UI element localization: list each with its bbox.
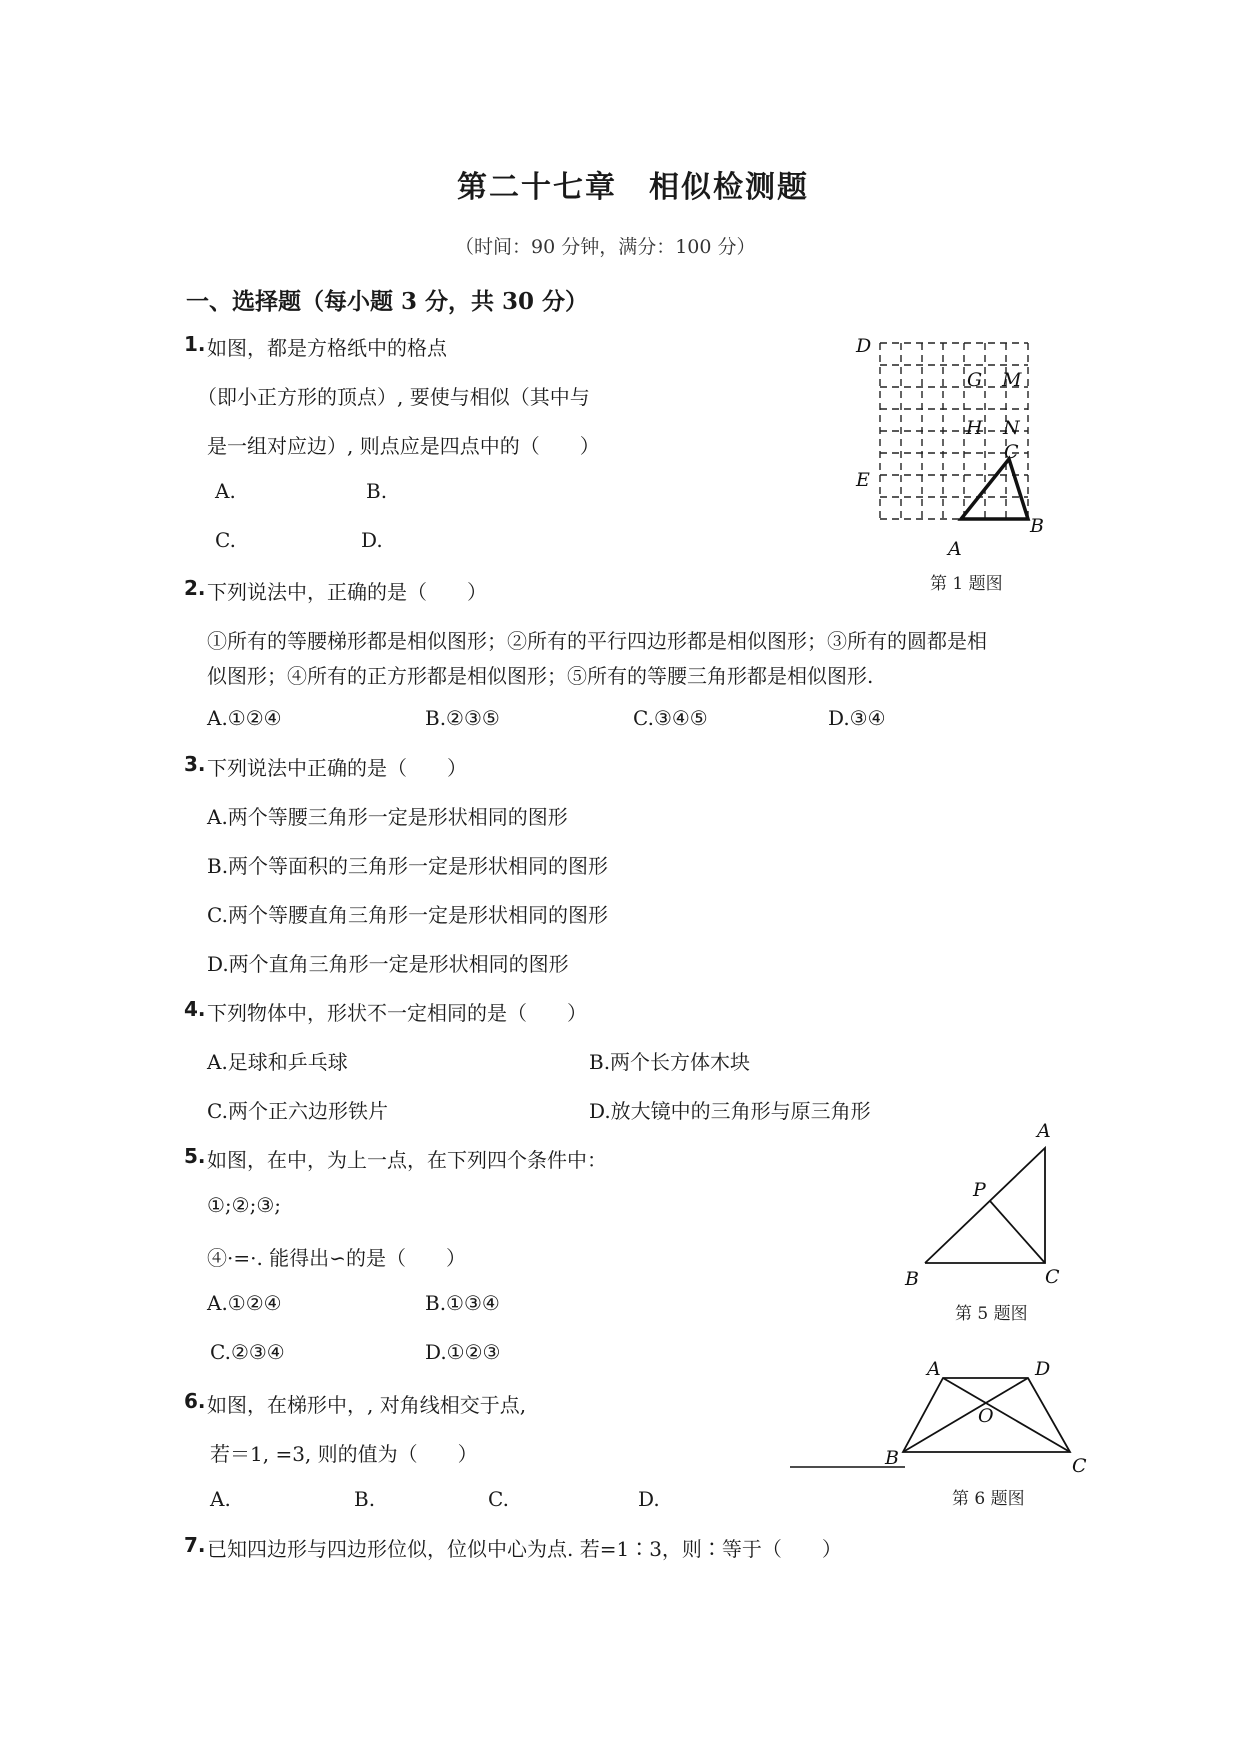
label-e: E [856,469,870,491]
question-line: 若＝1, =3, 则的值为（ ） [210,1442,478,1466]
option-b: B.两个长方体木块 [589,1050,751,1074]
question-number: 5. [184,1144,206,1168]
question-number: 4. [184,997,206,1021]
option-d: D.③④ [828,706,886,730]
option-b: B.两个等面积的三角形一定是形状相同的图形 [207,854,609,878]
label-h: H [966,417,983,439]
question-stem: 如图，都是方格纸中的格点 [207,336,447,360]
question-stem: 已知四边形与四边形位似，位似中心为点. 若=1∶3，则∶等于（ ） [207,1537,842,1561]
label-c: C [1072,1455,1087,1477]
label-p: P [973,1179,986,1201]
label-n: N [1003,417,1020,439]
option-d: D. [638,1487,660,1511]
option-c: C.两个正六边形铁片 [207,1099,388,1123]
question-number: 1. [184,332,206,356]
figure-6-trapezoid [785,1360,1090,1480]
label-b: B [905,1268,919,1290]
question-body: ①所有的等腰梯形都是相似图形；②所有的平行四边形都是相似图形；③所有的圆都是相 [207,629,987,653]
triangle-abc [961,459,1028,519]
label-a: A [948,538,962,560]
section-heading-choice: 一、选择题（每小题 3 分，共 30 分） [186,288,589,315]
label-a: A [1037,1120,1051,1142]
option-b: B.②③⑤ [425,706,500,730]
label-a: A [927,1360,941,1380]
segment-pc [990,1201,1045,1263]
label-d: D [1035,1360,1051,1380]
option-c: C.③④⑤ [633,706,708,730]
label-o: O [978,1405,994,1427]
option-a: A. [215,479,236,503]
option-a: A.①②④ [207,1291,282,1315]
option-d: D.①②③ [425,1340,501,1364]
question-body: 似图形；④所有的正方形都是相似图形；⑤所有的等腰三角形都是相似图形. [207,664,874,688]
label-d: D [856,335,872,357]
question-number: 2. [184,576,206,600]
option-c: C. [488,1487,509,1511]
diagonal-ac [943,1378,1070,1452]
option-c: C. [215,528,236,552]
option-a: A.足球和乒乓球 [207,1050,348,1074]
option-a: A. [210,1487,231,1511]
page-title: 第二十七章 相似检测题 [457,170,809,205]
figure-6-caption: 第 6 题图 [952,1489,1025,1509]
label-m: M [1002,369,1022,391]
label-b: B [1030,515,1044,537]
option-d: D.放大镜中的三角形与原三角形 [589,1099,871,1123]
option-b: B.①③④ [425,1291,500,1315]
figure-5-caption: 第 5 题图 [955,1304,1028,1324]
diagonal-bd [903,1378,1028,1452]
question-line: （即小正方形的顶点）, 要使与相似（其中与 [197,385,590,409]
label-c: C [1045,1266,1060,1288]
option-d: D. [361,528,383,552]
label-g: G [967,369,983,391]
option-d: D.两个直角三角形一定是形状相同的图形 [207,952,569,976]
label-c: C [1004,441,1019,463]
option-b: B. [366,479,388,503]
option-b: B. [354,1487,376,1511]
question-number: 7. [184,1533,206,1557]
figure-5-triangle [895,1115,1095,1295]
question-line: 是一组对应边）, 则点应是四点中的（ ） [207,434,600,458]
option-a: A.①②④ [207,706,282,730]
question-number: 3. [184,752,206,776]
option-c: C.两个等腰直角三角形一定是形状相同的图形 [207,903,608,927]
option-c: C.②③④ [210,1340,285,1364]
exam-subtitle: （时间：90 分钟，满分：100 分） [455,236,756,258]
triangle-abc [925,1148,1045,1263]
label-b: B [885,1447,899,1469]
question-line: ④·=·. 能得出∽的是（ ） [207,1246,466,1270]
question-stem: 如图，在梯形中，, 对角线相交于点, [207,1393,527,1417]
question-stem: 下列说法中正确的是（ ） [207,756,467,780]
figure-1-caption: 第 1 题图 [930,574,1003,594]
question-stem: 如图，在中，为上一点，在下列四个条件中： [207,1148,607,1172]
figure-1-grid [850,325,1090,565]
question-line: ①;②;③; [207,1193,282,1217]
option-a: A.两个等腰三角形一定是形状相同的图形 [207,805,568,829]
question-stem: 下列说法中，正确的是（ ） [207,580,487,604]
question-stem: 下列物体中，形状不一定相同的是（ ） [207,1001,587,1025]
question-number: 6. [184,1389,206,1413]
